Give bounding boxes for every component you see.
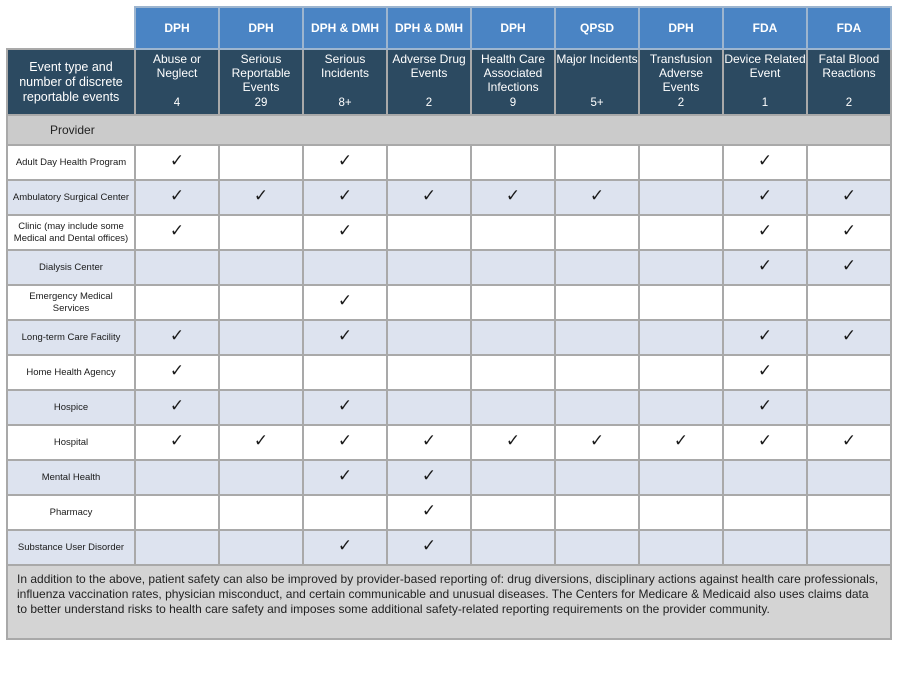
provider-name: Dialysis Center	[7, 250, 135, 285]
check-cell	[723, 425, 807, 460]
check-cell	[219, 145, 303, 180]
provider-row	[7, 495, 891, 530]
checkmark-icon: ✓	[673, 431, 689, 451]
check-cell	[303, 215, 387, 250]
provider-name: Hospice	[7, 390, 135, 425]
event-count: 1	[761, 97, 769, 109]
check-cell	[471, 530, 555, 565]
check-cell	[723, 355, 807, 390]
checkmark-icon: ✓	[253, 186, 269, 206]
event-count: 8+	[338, 97, 352, 109]
check-cell	[639, 180, 723, 215]
checkmark-icon: ✓	[169, 221, 185, 241]
agency-header-cell: DPH	[639, 7, 723, 49]
checkmark-icon: ✓	[757, 326, 773, 346]
check-cell	[135, 425, 219, 460]
agency-header-cell: DPH & DMH	[387, 7, 471, 49]
reporting-requirements-table	[6, 6, 890, 666]
check-cell	[471, 495, 555, 530]
provider-row	[7, 250, 891, 285]
checkmark-icon: ✓	[337, 536, 353, 556]
check-cell	[135, 145, 219, 180]
check-cell	[555, 320, 639, 355]
event-header-row	[7, 49, 891, 115]
check-cell	[135, 495, 219, 530]
check-cell	[135, 390, 219, 425]
provider-name: Substance User Disorder	[7, 530, 135, 565]
check-cell	[723, 495, 807, 530]
check-cell	[303, 390, 387, 425]
provider-name: Clinic (may include some Medical and Dental offices)	[7, 215, 135, 250]
check-cell	[639, 390, 723, 425]
check-cell	[471, 425, 555, 460]
checkmark-icon: ✓	[589, 186, 605, 206]
check-cell	[387, 145, 471, 180]
check-cell	[303, 425, 387, 460]
check-cell	[387, 215, 471, 250]
agency-header-cell: FDA	[723, 7, 807, 49]
checkmark-icon: ✓	[505, 431, 521, 451]
check-cell	[555, 530, 639, 565]
check-cell	[219, 460, 303, 495]
checkmark-icon: ✓	[757, 431, 773, 451]
event-name: Serious Incidents	[320, 52, 370, 80]
checkmark-icon: ✓	[757, 221, 773, 241]
checkmark-icon: ✓	[757, 256, 773, 276]
check-cell	[387, 355, 471, 390]
check-cell	[219, 495, 303, 530]
check-cell	[471, 215, 555, 250]
check-cell	[555, 390, 639, 425]
event-count: 2	[845, 97, 853, 109]
check-cell	[639, 145, 723, 180]
check-cell	[639, 250, 723, 285]
checkmark-icon: ✓	[169, 186, 185, 206]
event-count: 9	[509, 97, 517, 109]
check-cell	[555, 250, 639, 285]
check-cell	[471, 460, 555, 495]
checkmark-icon: ✓	[253, 431, 269, 451]
check-cell	[807, 215, 891, 250]
provider-row	[7, 425, 891, 460]
event-header-cell	[303, 49, 387, 115]
check-cell	[303, 460, 387, 495]
provider-row	[7, 530, 891, 565]
check-cell	[639, 460, 723, 495]
blank-corner	[7, 7, 135, 49]
agency-row	[7, 7, 891, 49]
footnote-row	[7, 565, 891, 639]
check-cell	[219, 425, 303, 460]
event-name: Abuse or Neglect	[152, 52, 202, 80]
check-cell	[471, 180, 555, 215]
event-header-cell	[135, 49, 219, 115]
check-cell	[807, 495, 891, 530]
provider-name: Ambulatory Surgical Center	[7, 180, 135, 215]
check-cell	[723, 180, 807, 215]
check-cell	[471, 145, 555, 180]
event-name: Fatal Blood Reactions	[818, 52, 880, 80]
check-cell	[471, 355, 555, 390]
check-cell	[807, 320, 891, 355]
check-cell	[471, 320, 555, 355]
event-name: Health Care Associated Infections	[480, 52, 546, 94]
event-header-cell	[723, 49, 807, 115]
agency-header-cell: QPSD	[555, 7, 639, 49]
provider-name: Emergency Medical Services	[7, 285, 135, 320]
provider-row	[7, 180, 891, 215]
check-cell	[219, 250, 303, 285]
check-cell	[723, 250, 807, 285]
check-cell	[387, 180, 471, 215]
event-count: 4	[173, 97, 181, 109]
check-cell	[303, 320, 387, 355]
check-cell	[219, 530, 303, 565]
event-header-cell	[387, 49, 471, 115]
footnote-text: In addition to the above, patient safety can also be improved by provider-based reporting of: drug diversions, disciplinary actions against health care professionals, influenza vaccination rates, physician misconduct, and certain communicable and unusual diseases. The Centers for Medicare & Medicaid also uses claims data to better understand risks to health care safety and imposes some additional safety-related reporting requirements on the provider community.	[7, 565, 891, 639]
check-cell	[387, 425, 471, 460]
check-cell	[639, 320, 723, 355]
check-cell	[303, 495, 387, 530]
event-name: Device Related Event	[724, 52, 806, 80]
check-cell	[807, 180, 891, 215]
check-cell	[555, 460, 639, 495]
check-cell	[807, 355, 891, 390]
check-cell	[807, 530, 891, 565]
check-cell	[219, 355, 303, 390]
checkmark-icon: ✓	[757, 396, 773, 416]
check-cell	[555, 180, 639, 215]
provider-row	[7, 285, 891, 320]
agency-header-cell: DPH & DMH	[303, 7, 387, 49]
checkmark-icon: ✓	[337, 431, 353, 451]
agency-header-cell: FDA	[807, 7, 891, 49]
event-count: 5+	[590, 97, 604, 109]
check-cell	[135, 285, 219, 320]
event-header-cell	[807, 49, 891, 115]
agency-header-cell: DPH	[471, 7, 555, 49]
checkmark-icon: ✓	[421, 501, 437, 521]
agency-header-cell: DPH	[135, 7, 219, 49]
check-cell	[303, 355, 387, 390]
checkmark-icon: ✓	[337, 151, 353, 171]
check-cell	[555, 425, 639, 460]
check-cell	[135, 320, 219, 355]
checkmark-icon: ✓	[841, 186, 857, 206]
checkmark-icon: ✓	[337, 466, 353, 486]
provider-name: Hospital	[7, 425, 135, 460]
provider-name: Long-term Care Facility	[7, 320, 135, 355]
provider-row	[7, 355, 891, 390]
check-cell	[807, 460, 891, 495]
provider-name: Pharmacy	[7, 495, 135, 530]
checkmark-icon: ✓	[841, 431, 857, 451]
checkmark-icon: ✓	[169, 396, 185, 416]
checkmark-icon: ✓	[337, 291, 353, 311]
check-cell	[639, 495, 723, 530]
check-cell	[723, 145, 807, 180]
event-type-header-label: Event type and number of discrete reportable events	[7, 49, 135, 115]
provider-row	[7, 390, 891, 425]
check-cell	[387, 460, 471, 495]
check-cell	[555, 495, 639, 530]
check-cell	[807, 425, 891, 460]
event-header-cell	[219, 49, 303, 115]
provider-name: Home Health Agency	[7, 355, 135, 390]
check-cell	[219, 285, 303, 320]
checkmark-icon: ✓	[505, 186, 521, 206]
event-count: 29	[254, 97, 268, 109]
check-cell	[135, 355, 219, 390]
checkmark-icon: ✓	[337, 186, 353, 206]
check-cell	[723, 215, 807, 250]
check-cell	[135, 530, 219, 565]
check-cell	[639, 285, 723, 320]
check-cell	[303, 250, 387, 285]
check-cell	[135, 460, 219, 495]
check-cell	[639, 215, 723, 250]
event-header-cell	[471, 49, 555, 115]
check-cell	[387, 250, 471, 285]
check-cell	[555, 355, 639, 390]
checkmark-icon: ✓	[757, 151, 773, 171]
checkmark-icon: ✓	[589, 431, 605, 451]
check-cell	[135, 215, 219, 250]
check-cell	[807, 285, 891, 320]
checkmark-icon: ✓	[421, 466, 437, 486]
check-cell	[639, 530, 723, 565]
check-cell	[723, 530, 807, 565]
event-name: Adverse Drug Events	[392, 52, 466, 80]
checkmark-icon: ✓	[841, 326, 857, 346]
check-cell	[555, 145, 639, 180]
event-header-cell	[555, 49, 639, 115]
checkmark-icon: ✓	[841, 256, 857, 276]
check-cell	[387, 320, 471, 355]
provider-row	[7, 460, 891, 495]
check-cell	[387, 495, 471, 530]
checkmark-icon: ✓	[169, 361, 185, 381]
provider-row	[7, 145, 891, 180]
check-cell	[639, 355, 723, 390]
agency-header-cell: DPH	[219, 7, 303, 49]
provider-name: Mental Health	[7, 460, 135, 495]
check-cell	[555, 215, 639, 250]
check-cell	[219, 215, 303, 250]
check-cell	[303, 180, 387, 215]
check-cell	[219, 390, 303, 425]
check-cell	[387, 390, 471, 425]
event-count: 2	[425, 97, 433, 109]
check-cell	[807, 145, 891, 180]
check-cell	[135, 180, 219, 215]
checkmark-icon: ✓	[337, 326, 353, 346]
event-count: 2	[677, 97, 685, 109]
provider-name: Adult Day Health Program	[7, 145, 135, 180]
check-cell	[723, 390, 807, 425]
checkmark-icon: ✓	[169, 151, 185, 171]
check-cell	[723, 320, 807, 355]
check-cell	[807, 390, 891, 425]
check-cell	[807, 250, 891, 285]
check-cell	[303, 530, 387, 565]
checkmark-icon: ✓	[337, 221, 353, 241]
check-cell	[135, 250, 219, 285]
check-cell	[471, 285, 555, 320]
event-header-cell	[639, 49, 723, 115]
checkmark-icon: ✓	[421, 431, 437, 451]
checkmark-icon: ✓	[169, 326, 185, 346]
check-cell	[723, 460, 807, 495]
check-cell	[219, 180, 303, 215]
event-name: Major Incidents	[556, 52, 638, 66]
check-cell	[387, 530, 471, 565]
check-cell	[639, 425, 723, 460]
checkmark-icon: ✓	[337, 396, 353, 416]
check-cell	[303, 285, 387, 320]
checkmark-icon: ✓	[841, 221, 857, 241]
checkmark-icon: ✓	[169, 431, 185, 451]
table-body	[7, 7, 891, 639]
provider-row	[7, 320, 891, 355]
checkmark-icon: ✓	[757, 361, 773, 381]
check-cell	[723, 285, 807, 320]
checkmark-icon: ✓	[421, 186, 437, 206]
checkmark-icon: ✓	[421, 536, 437, 556]
provider-row	[7, 215, 891, 250]
check-cell	[471, 390, 555, 425]
provider-section-label: Provider	[7, 115, 891, 145]
check-cell	[219, 320, 303, 355]
checkmark-icon: ✓	[757, 186, 773, 206]
check-cell	[387, 285, 471, 320]
event-name: Serious Reportable Events	[231, 52, 291, 94]
check-cell	[555, 285, 639, 320]
check-cell	[303, 145, 387, 180]
provider-section-row	[7, 115, 891, 145]
event-name: Transfusion Adverse Events	[649, 52, 713, 94]
check-cell	[471, 250, 555, 285]
